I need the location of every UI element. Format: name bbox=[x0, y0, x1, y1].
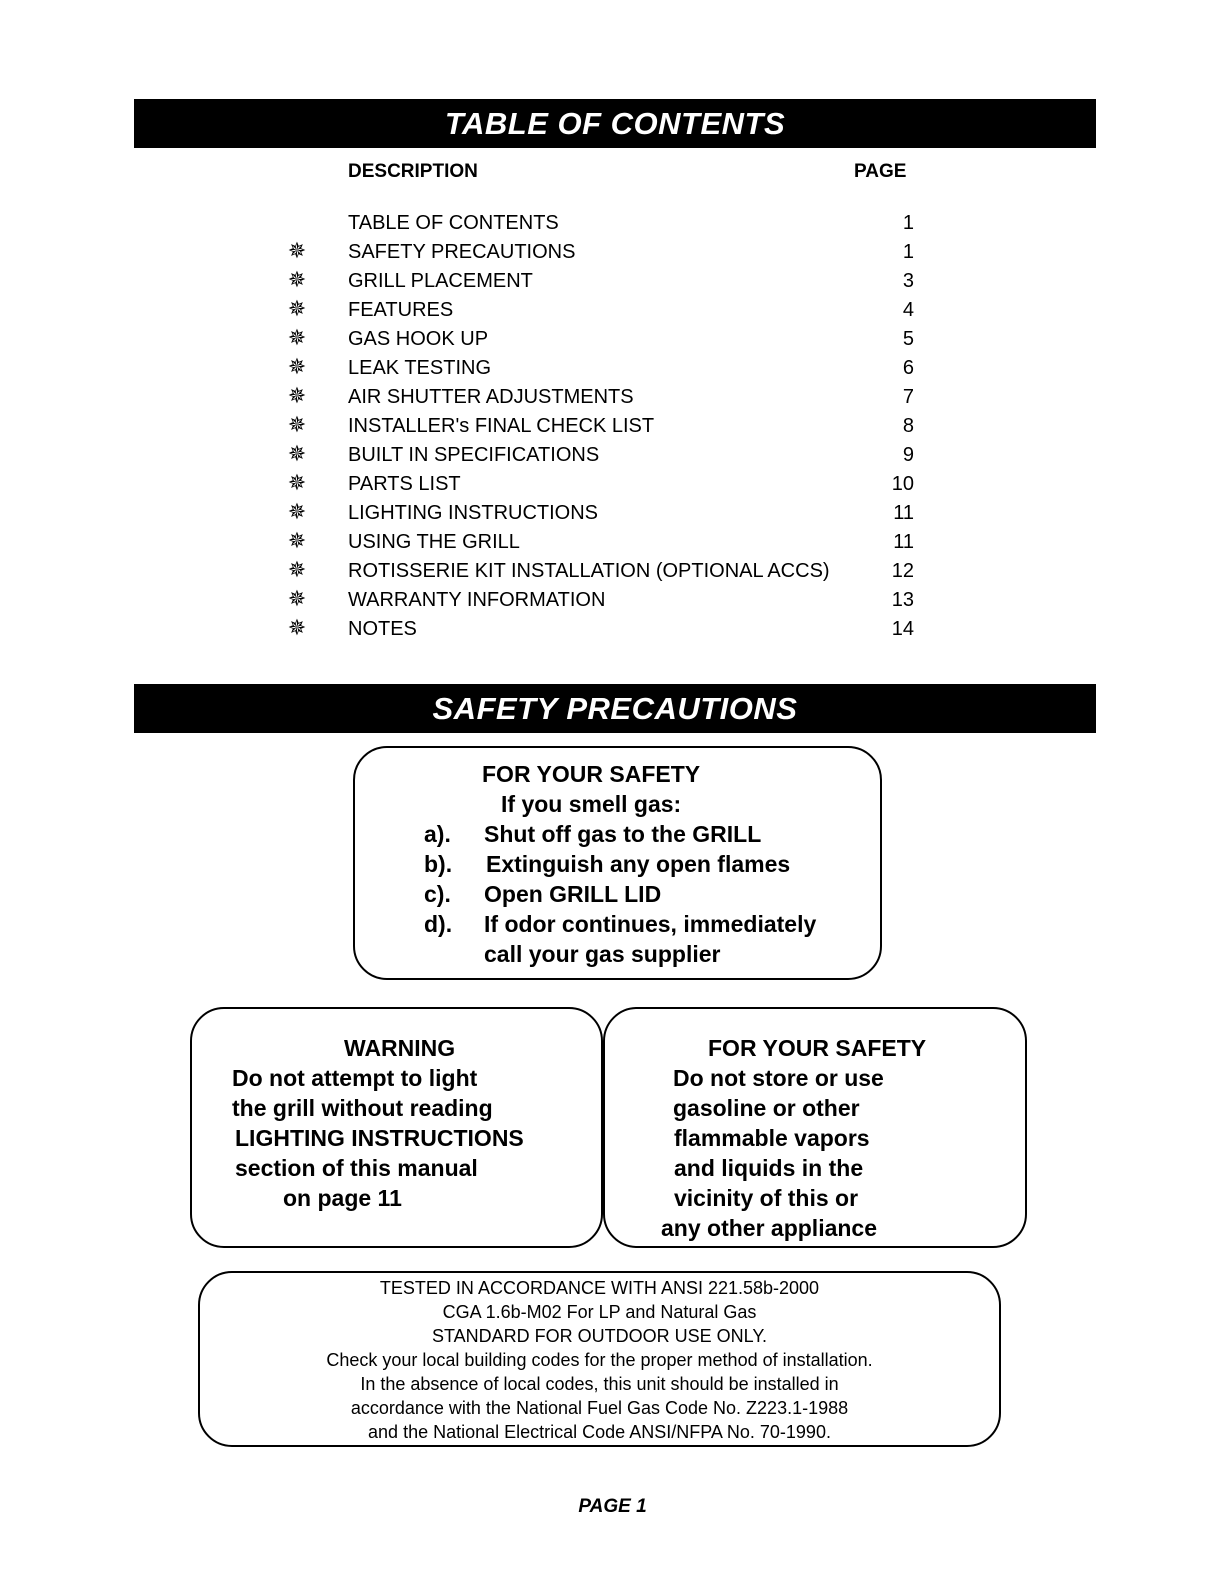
safety-banner: SAFETY PRECAUTIONS bbox=[134, 684, 1096, 733]
warning-line: on page 11 bbox=[283, 1185, 402, 1211]
gas-step-text: Shut off gas to the GRILL bbox=[484, 821, 762, 847]
star-bullet-icon: ✵ bbox=[287, 413, 307, 438]
toc-item-title: USING THE GRILL bbox=[348, 531, 520, 553]
star-bullet-icon: ✵ bbox=[287, 500, 307, 525]
ansi-line: STANDARD FOR OUTDOOR USE ONLY. bbox=[431, 1326, 768, 1346]
toc-item-title: LEAK TESTING bbox=[348, 357, 492, 379]
toc-row bbox=[0, 529, 1225, 558]
toc-item-page: 4 bbox=[902, 299, 914, 321]
toc-row bbox=[0, 500, 1225, 529]
star-bullet-icon: ✵ bbox=[287, 384, 307, 409]
gas-step-text: Open GRILL LID bbox=[484, 881, 662, 907]
star-bullet-icon: ✵ bbox=[287, 326, 307, 351]
vapors-line: vicinity of this or bbox=[674, 1185, 859, 1211]
toc-item-title: WARRANTY INFORMATION bbox=[348, 589, 606, 611]
ansi-line: Check your local building codes for the proper method of installation. bbox=[326, 1350, 873, 1370]
star-bullet-icon: ✵ bbox=[287, 297, 307, 322]
toc-item-page: 1 bbox=[902, 241, 914, 263]
star-bullet-icon: ✵ bbox=[287, 471, 307, 496]
toc-item-title: LIGHTING INSTRUCTIONS bbox=[348, 502, 599, 524]
toc-row bbox=[0, 558, 1225, 587]
star-bullet-icon: ✵ bbox=[287, 587, 307, 612]
warning-line: section of this manual bbox=[235, 1155, 478, 1181]
vapors-line: flammable vapors bbox=[674, 1125, 870, 1151]
toc-item-title: ROTISSERIE KIT INSTALLATION (OPTIONAL ACCS) bbox=[348, 560, 830, 582]
toc-item-page: 3 bbox=[902, 270, 914, 292]
ansi-line: In the absence of local codes, this unit should be installed in bbox=[360, 1374, 839, 1394]
star-bullet-icon: ✵ bbox=[287, 268, 307, 293]
warning-box bbox=[190, 1007, 603, 1248]
gas-step-label: d). bbox=[424, 911, 453, 937]
toc-item-title: GAS HOOK UP bbox=[348, 328, 489, 350]
star-bullet-icon: ✵ bbox=[287, 239, 307, 264]
toc-row bbox=[0, 210, 1225, 239]
warning-line: Do not attempt to light bbox=[232, 1065, 478, 1091]
warning-line: LIGHTING INSTRUCTIONS bbox=[235, 1125, 524, 1151]
toc-item-title: TABLE OF CONTENTS bbox=[348, 212, 559, 234]
toc-item-page: 5 bbox=[902, 328, 914, 350]
toc-item-title: GRILL PLACEMENT bbox=[348, 270, 533, 292]
toc-item-title: INSTALLER's FINAL CHECK LIST bbox=[348, 415, 655, 437]
gas-step-label: a). bbox=[424, 821, 451, 847]
toc-row bbox=[0, 326, 1225, 355]
vapors-line: any other appliance bbox=[661, 1215, 878, 1241]
toc-item-page: 11 bbox=[893, 531, 914, 553]
toc-row bbox=[0, 413, 1225, 442]
vapors-line: Do not store or use bbox=[673, 1065, 884, 1091]
toc-banner: TABLE OF CONTENTS bbox=[134, 99, 1096, 148]
toc-item-page: 14 bbox=[891, 618, 914, 640]
toc-row bbox=[0, 384, 1225, 413]
toc-item-title: FEATURES bbox=[348, 299, 454, 321]
vapors-line: and liquids in the bbox=[674, 1155, 864, 1181]
star-bullet-icon: ✵ bbox=[287, 355, 307, 380]
star-bullet-icon: ✵ bbox=[287, 529, 307, 554]
toc-item-page: 6 bbox=[902, 357, 914, 379]
ansi-line: accordance with the National Fuel Gas Code No. Z223.1-1988 bbox=[350, 1398, 849, 1418]
toc-row bbox=[0, 239, 1225, 268]
page-header: PAGE bbox=[854, 161, 907, 182]
toc-row bbox=[0, 616, 1225, 645]
ansi-compliance-box bbox=[198, 1271, 1001, 1447]
toc-item-title: BUILT IN SPECIFICATIONS bbox=[348, 444, 600, 466]
warning-line: the grill without reading bbox=[232, 1095, 493, 1121]
toc-item-page: 8 bbox=[902, 415, 914, 437]
toc-item-page: 1 bbox=[902, 212, 914, 234]
vapors-safety-box bbox=[603, 1007, 1027, 1248]
toc-row bbox=[0, 268, 1225, 297]
gas-safety-box bbox=[353, 746, 882, 980]
gas-step-text: Extinguish any open flames bbox=[486, 851, 791, 877]
gas-step-continuation: call your gas supplier bbox=[484, 941, 721, 967]
toc-row bbox=[0, 355, 1225, 384]
description-header: DESCRIPTION bbox=[348, 161, 478, 182]
page-number: PAGE 1 bbox=[578, 1496, 647, 1517]
star-bullet-icon: ✵ bbox=[287, 442, 307, 467]
ansi-line: and the National Electrical Code ANSI/NFPA No. 70-1990. bbox=[368, 1422, 831, 1442]
toc-row bbox=[0, 587, 1225, 616]
vapors-heading: FOR YOUR SAFETY bbox=[708, 1035, 927, 1061]
gas-step-text: If odor continues, immediately bbox=[484, 911, 817, 937]
toc-row bbox=[0, 442, 1225, 471]
gas-box-heading: FOR YOUR SAFETY bbox=[482, 761, 701, 787]
warning-heading: WARNING bbox=[344, 1035, 456, 1061]
toc-item-title: AIR SHUTTER ADJUSTMENTS bbox=[348, 386, 634, 408]
toc-item-title: PARTS LIST bbox=[348, 473, 461, 495]
star-bullet-icon: ✵ bbox=[287, 558, 307, 583]
toc-item-page: 13 bbox=[891, 589, 914, 611]
vapors-line: gasoline or other bbox=[673, 1095, 860, 1121]
ansi-line: CGA 1.6b-M02 For LP and Natural Gas bbox=[442, 1302, 757, 1322]
star-bullet-icon: ✵ bbox=[287, 616, 307, 641]
toc-row bbox=[0, 297, 1225, 326]
toc-item-page: 9 bbox=[902, 444, 914, 466]
gas-box-subheading: If you smell gas: bbox=[501, 791, 682, 817]
toc-item-page: 10 bbox=[891, 473, 914, 495]
toc-item-page: 11 bbox=[893, 502, 914, 524]
toc-item-title: NOTES bbox=[348, 618, 417, 640]
gas-step-label: c). bbox=[424, 881, 451, 907]
toc-item-page: 7 bbox=[902, 386, 914, 408]
toc-item-page: 12 bbox=[891, 560, 914, 582]
gas-step-label: b). bbox=[424, 851, 453, 877]
toc-row bbox=[0, 471, 1225, 500]
ansi-line: TESTED IN ACCORDANCE WITH ANSI 221.58b-2000 bbox=[379, 1278, 820, 1298]
toc-item-title: SAFETY PRECAUTIONS bbox=[348, 241, 576, 263]
